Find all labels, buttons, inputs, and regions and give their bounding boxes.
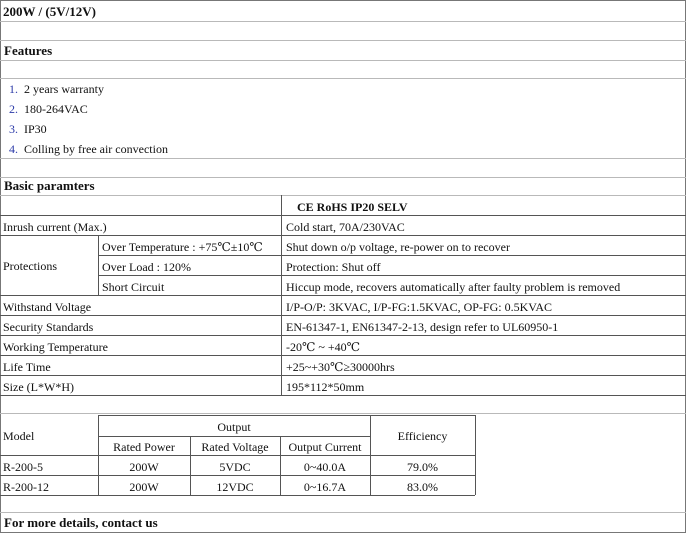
efficiency-cell: 83.0% (407, 480, 438, 494)
table-border (0, 455, 475, 456)
spec-label: Security Standards (3, 320, 94, 334)
table-border (98, 436, 370, 437)
voltage-cell: 12VDC (216, 480, 254, 494)
table-border (98, 275, 686, 276)
table-border (0, 315, 686, 316)
output-header: Output (217, 420, 251, 434)
voltage-cell: 5VDC (219, 460, 251, 474)
spec-value: -20℃ ~ +40℃ (286, 340, 361, 354)
table-border (0, 295, 686, 296)
divider (0, 512, 686, 513)
spec-value: Shut down o/p voltage, re-power on to recover (286, 240, 510, 254)
table-border (0, 375, 686, 376)
footer-contact: For more details, contact us (4, 515, 158, 530)
spec-value: +25~+30℃≥30000hrs (286, 360, 395, 374)
table-border (0, 355, 686, 356)
cert-header: CE RoHS IP20 SELV (297, 200, 408, 214)
spec-sub-label: Short Circuit (102, 280, 165, 294)
features-heading: Features (4, 43, 53, 58)
output-current-header: Output Current (288, 440, 362, 454)
efficiency-header: Efficiency (397, 429, 448, 443)
table-border (0, 335, 686, 336)
feature-number: 1. (9, 82, 18, 96)
table-border (98, 255, 686, 256)
divider (0, 21, 686, 22)
spec-label: Inrush current (Max.) (3, 220, 107, 234)
divider (0, 195, 686, 196)
table-border (475, 415, 476, 495)
spec-sub-label: Over Temperature : +75℃±10℃ (102, 240, 263, 254)
divider (0, 177, 686, 178)
table-border (0, 235, 686, 236)
spec-value: 195*112*50mm (286, 380, 365, 394)
current-cell: 0~40.0A (303, 460, 347, 474)
feature-text: 180-264VAC (24, 102, 88, 116)
divider (0, 60, 686, 61)
feature-text: 2 years warranty (24, 82, 104, 96)
spec-value: EN-61347-1, EN61347-2-13, design refer to UL60950-1 (286, 320, 559, 334)
table-border (281, 195, 282, 395)
divider (0, 78, 686, 79)
feature-number: 3. (9, 122, 18, 136)
spec-group-label: Protections (3, 259, 57, 273)
model-cell: R-200-5 (3, 460, 43, 474)
spec-value: Hiccup mode, recovers automatically after faulty problem is removed (286, 280, 621, 294)
feature-text: Colling by free air convection (24, 142, 168, 156)
current-cell: 0~16.7A (303, 480, 347, 494)
model-header: Model (3, 429, 35, 443)
table-border (0, 215, 686, 216)
rated-voltage-header: Rated Voltage (201, 440, 269, 454)
power-cell: 200W (129, 460, 159, 474)
feature-text: IP30 (24, 122, 47, 136)
spec-value: I/P-O/P: 3KVAC, I/P-FG:1.5KVAC, OP-FG: 0.5KVAC (286, 300, 553, 314)
rated-power-header: Rated Power (113, 440, 175, 454)
feature-number: 4. (9, 142, 18, 156)
spec-sub-label: Over Load : 120% (102, 260, 191, 274)
divider (0, 40, 686, 41)
spec-label: Size (L*W*H) (3, 380, 74, 394)
divider (0, 158, 686, 159)
table-border (0, 395, 686, 396)
spec-label: Life Time (3, 360, 51, 374)
table-border (98, 415, 475, 416)
feature-number: 2. (9, 102, 18, 116)
power-cell: 200W (129, 480, 159, 494)
table-border (98, 235, 99, 295)
table-border (0, 475, 475, 476)
basic-heading: Basic paramters (4, 178, 95, 193)
spec-label: Withstand Voltage (3, 300, 92, 314)
divider (0, 413, 686, 414)
spec-value: Protection: Shut off (286, 260, 381, 274)
spec-label: Working Temperature (3, 340, 108, 354)
spec-value: Cold start, 70A/230VAC (286, 220, 405, 234)
model-cell: R-200-12 (3, 480, 49, 494)
table-border (0, 495, 475, 496)
page-title: 200W / (5V/12V) (3, 4, 96, 19)
efficiency-cell: 79.0% (407, 460, 438, 474)
